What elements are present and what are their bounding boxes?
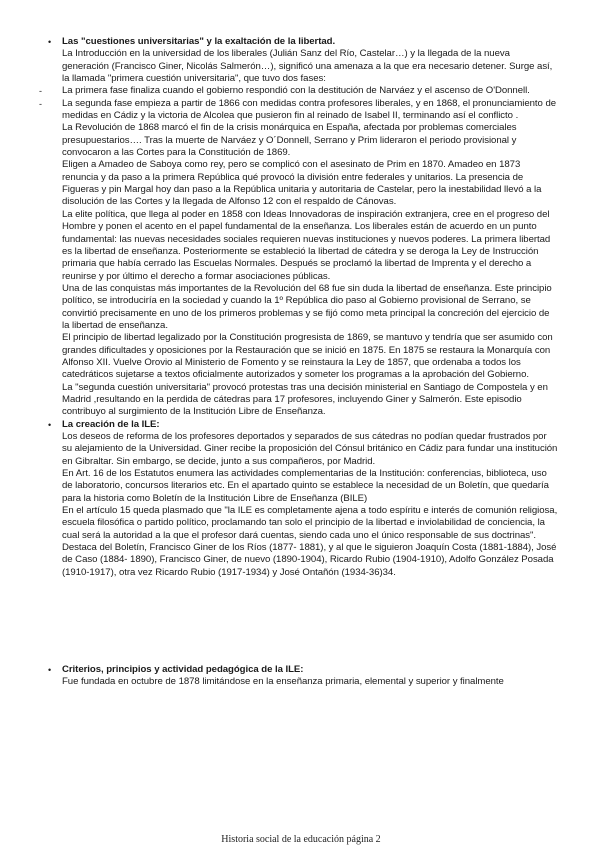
dash-marker: -: [39, 98, 42, 109]
paragraph-principio-libertad: El principio de libertad legalizado por la Constitución progresista de 1869, se mantuvo y tendría que ser asumido con grandes dificultades y oposiciones por la Restauración que se inició en 1875. En 1875 se restaura la Monarquía con Alfonso XII. Vuelve Orovio al Ministerio de Fomento y se reinstaura la Ley de 1857, que ordenaba a todos los catedráticos sujetarse a textos oficialmente autorizados y someter los programas a la aprobación del Gobierno.: [62, 332, 553, 381]
paragraph: La Introducción en la universidad de los liberales (Julián Sanz del Río, Castelar…) y la llegada de la nueva generación (Francisco Giner, Nicolás Salmerón…), significó una amenaza a la que era necesario detener. Surge así, la llamada "primera cuestión universitaria", que tuvo dos fases:: [62, 48, 553, 85]
dash-item-primera-fase: [39, 85, 558, 97]
bullet-marker: •: [48, 37, 52, 47]
dash-item-segunda-fase: [39, 97, 558, 123]
paragraph-amadeo-saboya: Eligen a Amadeo de Saboya como rey, pero se complicó con el asesinato de Prim en 1870. Amadeo en 1873 renuncia y da paso a la primera República qué provocó la división entre federales y unitarios. La presencia de Figueras y pin Margal hoy dan paso a la República unitaria y autoritaria de Castelar, pero la inestabilidad llevó a la disolución de las Cortes y la llegada de Alfonso 12 con el respaldo de Cánovas.: [62, 159, 542, 208]
bullet-item-cuestiones-universitarias: [48, 36, 558, 85]
dash-marker: -: [39, 86, 42, 97]
paragraph: La primera fase finaliza cuando el gobierno respondió con la destitución de Narváez y el ascenso de O'Donnell.: [62, 85, 530, 97]
paragraph: Fue fundada en octubre de 1878 limitándose en la enseñanza primaria, elemental y superior y finalmente: [62, 676, 504, 688]
paragraph-elite-politica: La elite política, que llega al poder en 1858 con Ideas Innovadoras de inspiración extranjera, cree en el progreso del Hombre y ponen el acento en el papel fundamental de la enseñanza. Los liberales están de acuerdo en un punto fundamental: las nuevas necesidades sociales requieren nuevas instituciones y nuevos poderes. La primera libertad es la libertad de enseñanza. Posteriormente se estableció la libertad de cátedra y se deroga la Ley de Instrucción primaria que había cerrado las Escuelas Normales. Después se proclamó la libertad de Imprenta y el derecho a reunirse y por último el derecho a formar asociaciones públicas.: [62, 208, 551, 282]
blank-space: [48, 579, 558, 664]
paragraph-segunda-cuestion: La "segunda cuestión universitaria" provocó protestas tras una decisión ministerial en Santiago de Compostela y en Madrid ,resultando en la perdida de cátedras para 17 profesores, incluyendo Giner y Salmerón. Este episodio contribuyo al surgimiento de la Institución Libre de Enseñanza.: [62, 381, 548, 418]
section-heading: La creación de la ILE:: [62, 418, 160, 430]
paragraph: En Art. 16 de los Estatutos enumera las actividades complementarias de la Institución: conferencias, biblioteca, uso de laboratorio, concursos literarios etc. En el apartado quinto se establece la necesidad de un Boletín, que quedaría para la historia como Boletín de la Institución Libre de Enseñanza (BILE): [62, 468, 549, 504]
paragraph-conquistas-revolucion: Una de las conquistas más importantes de la Revolución del 68 fue sin duda la libertad de enseñanza. Este principio político, se introduciría en la sociedad y cuando la 1º República dio paso al Gobierno provisional de Serrano, se convirtió precisamente en uno de los primeros problemas y se fijó como meta principal la concreción del ejercicio de la libertad de enseñanza.: [62, 282, 552, 331]
page-footer: Historia social de la educación página 2: [221, 834, 381, 845]
paragraph-revolucion-1868: La Revolución de 1868 marcó el fin de la crisis monárquica en España, afectada por problemas comerciales presupuestarios…. Tras la muerte de Narváez y O´Donnell, Serrano y Prim lideraron el periodo provisional y convocaron a las Cortes para la Constitución de 1869.: [62, 122, 517, 159]
paragraph: La segunda fase empieza a partir de 1866 con medidas contra profesores liberales, y en 1868, el pronunciamiento de medidas en Cádiz y la victoria de Alcolea que pusieron fin al reinado de Isabel II, terminando así el conflicto .: [62, 97, 557, 122]
bullet-item-criterios-principios: [48, 664, 558, 689]
paragraph: Destaca del Boletín, Francisco Giner de los Ríos (1877- 1881), y al que le siguieron Joaquín Costa (1881-1884), José de Caso (1884- 1890), Francisco Giner, de nuevo (1890-1904), Ricardo Rubio (1904-1910), Adolfo González Posada (1910-1917), otra vez Ricardo Rubio (1917-1934) y José Ontañón (1934-36)34.: [62, 542, 557, 578]
section-heading: Criterios, principios y actividad pedagógica de la ILE:: [62, 664, 304, 676]
bullet-marker: •: [48, 419, 52, 430]
document-body: [39, 36, 558, 689]
paragraph: Los deseos de reforma de los profesores deportados y separados de sus cátedras no podían quedar frustrados por su alejamiento de la Universidad. Giner recibe la proposición del Cónsul británico en Cádiz para fundar una institución en Gibraltar. Sin embargo, se decide, junto a sus compañeros, por Madrid.: [62, 431, 558, 467]
bullet-item-creacion-ile: [48, 419, 558, 579]
paragraph: En el artículo 15 queda plasmado que "la ILE es completamente ajena a todo espíritu e interés de comunión religiosa, escuela filosófica o partido político, proclamando tan solo el principio de la libertad e inviolabilidad de conciencia, la cual será la autoridad a la que el profesor dará cuentas, siendo cada uno el único responsable de sus doctrinas".: [62, 505, 558, 541]
bullet-marker: •: [48, 665, 52, 676]
section-heading: Las "cuestiones universitarias" y la exaltación de la libertad.: [62, 36, 336, 47]
